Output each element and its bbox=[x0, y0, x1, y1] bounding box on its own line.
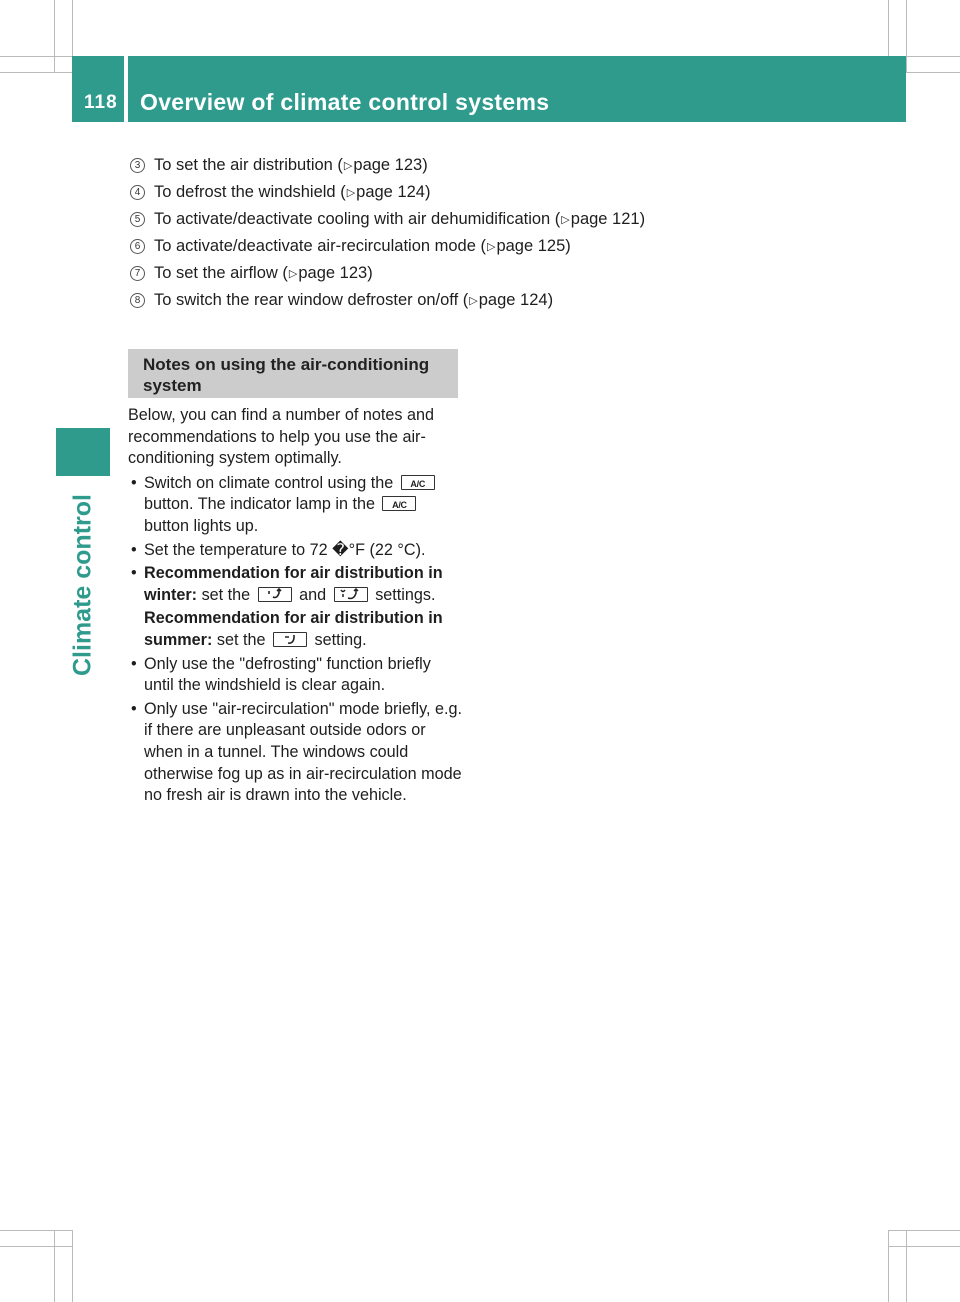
page-reference-link[interactable]: page 124 bbox=[478, 291, 548, 309]
page-reference-link[interactable]: page 124 bbox=[356, 183, 425, 201]
bullet-icon: • bbox=[131, 699, 137, 718]
callout-number: 8 bbox=[130, 293, 145, 308]
bullet-item bbox=[128, 563, 464, 651]
page-reference-arrow-icon: ▷ bbox=[346, 187, 356, 199]
callout-number: 7 bbox=[130, 266, 145, 281]
ac-button-icon bbox=[382, 496, 416, 511]
callout-item bbox=[130, 233, 645, 260]
page-reference-link[interactable]: page 123 bbox=[353, 156, 423, 174]
bullet-emphasis: Recommendation for air distribution in summer: bbox=[144, 609, 443, 649]
bullet-text: Set the temperature to 72 �°F (22 ‌°C). bbox=[144, 540, 426, 559]
page-reference-arrow-icon: ▷ bbox=[288, 268, 298, 280]
callout-number: 5 bbox=[130, 212, 145, 227]
callout-item bbox=[130, 179, 645, 206]
page-reference-link[interactable]: page 121 bbox=[570, 210, 640, 228]
callout-list bbox=[130, 152, 645, 314]
crop-mark bbox=[888, 1230, 960, 1231]
bullet-text: button. The indicator lamp in the bbox=[144, 495, 375, 514]
ac-button-icon bbox=[401, 475, 435, 490]
notes-heading bbox=[128, 349, 458, 398]
callout-text: To set the air distribution ( bbox=[154, 156, 343, 174]
page-reference-link[interactable]: page 123 bbox=[298, 264, 368, 282]
chapter-label: Climate control bbox=[68, 494, 97, 676]
callout-text: To set the airflow ( bbox=[154, 264, 288, 282]
crop-mark bbox=[888, 1230, 889, 1302]
bullet-item bbox=[128, 654, 464, 697]
page-reference-arrow-icon: ▷ bbox=[343, 160, 353, 172]
bullet-text: Switch on climate control using the bbox=[144, 473, 394, 492]
notes-bullet-list bbox=[128, 473, 464, 807]
bullet-icon: • bbox=[131, 540, 137, 559]
crop-mark bbox=[0, 56, 72, 57]
callout-number: 6 bbox=[130, 239, 145, 254]
bullet-text: Only use "air-recirculation" mode briefly, e.g. if there are unpleasant outside odors or when in a tunnel. The windows could otherwise fog up as in air-recirculation mode no fresh air is drawn into the vehicle. bbox=[144, 699, 462, 805]
bullet-item bbox=[128, 540, 464, 562]
bullet-text: set the bbox=[216, 630, 266, 649]
callout-number: 4 bbox=[130, 185, 145, 200]
page-number: 118 bbox=[84, 92, 118, 113]
bullet-text: Only use the "defrosting" function briefly until the windshield is clear again. bbox=[144, 654, 431, 695]
callout-item bbox=[130, 287, 645, 314]
ac-button-glyph: A/C bbox=[392, 500, 407, 511]
callout-text-end: ) bbox=[422, 156, 428, 174]
callout-text-end: ) bbox=[547, 291, 554, 309]
crop-mark bbox=[54, 1230, 55, 1302]
upper-vent-icon bbox=[273, 632, 307, 647]
crop-mark bbox=[888, 1246, 960, 1247]
callout-text: To activate/deactivate cooling with air dehumidification ( bbox=[154, 210, 561, 228]
notes-heading-line: system bbox=[143, 376, 202, 395]
callout-item bbox=[130, 260, 645, 287]
bullet-item bbox=[128, 473, 464, 538]
crop-mark bbox=[0, 72, 72, 73]
bullet-text: and bbox=[299, 585, 327, 604]
bullet-text: button lights up. bbox=[144, 516, 259, 535]
callout-text: To switch the rear window defroster on/off ( bbox=[154, 291, 469, 309]
crop-mark bbox=[0, 1246, 72, 1247]
page-reference-link[interactable]: page 125 bbox=[496, 237, 566, 255]
crop-mark bbox=[72, 1230, 73, 1302]
bullet-icon: • bbox=[131, 564, 137, 583]
callout-text: To activate/deactivate air-recirculation mode ( bbox=[154, 237, 486, 255]
section-title: Overview of climate control systems bbox=[140, 89, 550, 115]
crop-mark bbox=[906, 1230, 907, 1302]
defrost-footwell-icon bbox=[334, 587, 368, 602]
callout-text: To defrost the windshield ( bbox=[154, 183, 346, 201]
callout-text-end: ) bbox=[367, 264, 373, 282]
bullet-item bbox=[128, 699, 464, 807]
bullet-text: settings. bbox=[375, 585, 436, 604]
notes-body bbox=[128, 405, 464, 809]
chapter-tab bbox=[56, 428, 110, 476]
page-reference-arrow-icon: ▷ bbox=[469, 295, 478, 307]
callout-text-end: ) bbox=[424, 183, 431, 201]
notes-heading-line: Notes on using the air-conditioning bbox=[143, 355, 430, 374]
callout-text-end: ) bbox=[565, 237, 571, 255]
bullet-icon: • bbox=[131, 473, 137, 492]
page-reference-arrow-icon: ▷ bbox=[561, 214, 570, 226]
bullet-text: setting. bbox=[314, 630, 367, 649]
notes-intro: Below, you can find a number of notes and recommendations to help you use the air-conditioning system optimally. bbox=[128, 406, 434, 468]
bullet-text: set the bbox=[201, 585, 251, 604]
crop-mark bbox=[54, 0, 55, 72]
bullet-icon: • bbox=[131, 654, 137, 673]
callout-number: 3 bbox=[130, 158, 145, 173]
callout-text-end: ) bbox=[639, 210, 646, 228]
callout-item bbox=[130, 206, 645, 233]
footwell-vent-icon bbox=[258, 587, 292, 602]
ac-button-glyph: A/C bbox=[410, 478, 426, 489]
callout-item bbox=[130, 152, 645, 179]
header-divider bbox=[124, 56, 128, 122]
crop-mark bbox=[906, 0, 907, 72]
bullet-emphasis: Recommendation for air distribution in winter: bbox=[144, 564, 443, 604]
page-reference-arrow-icon: ▷ bbox=[486, 241, 496, 253]
crop-mark bbox=[0, 1230, 72, 1231]
